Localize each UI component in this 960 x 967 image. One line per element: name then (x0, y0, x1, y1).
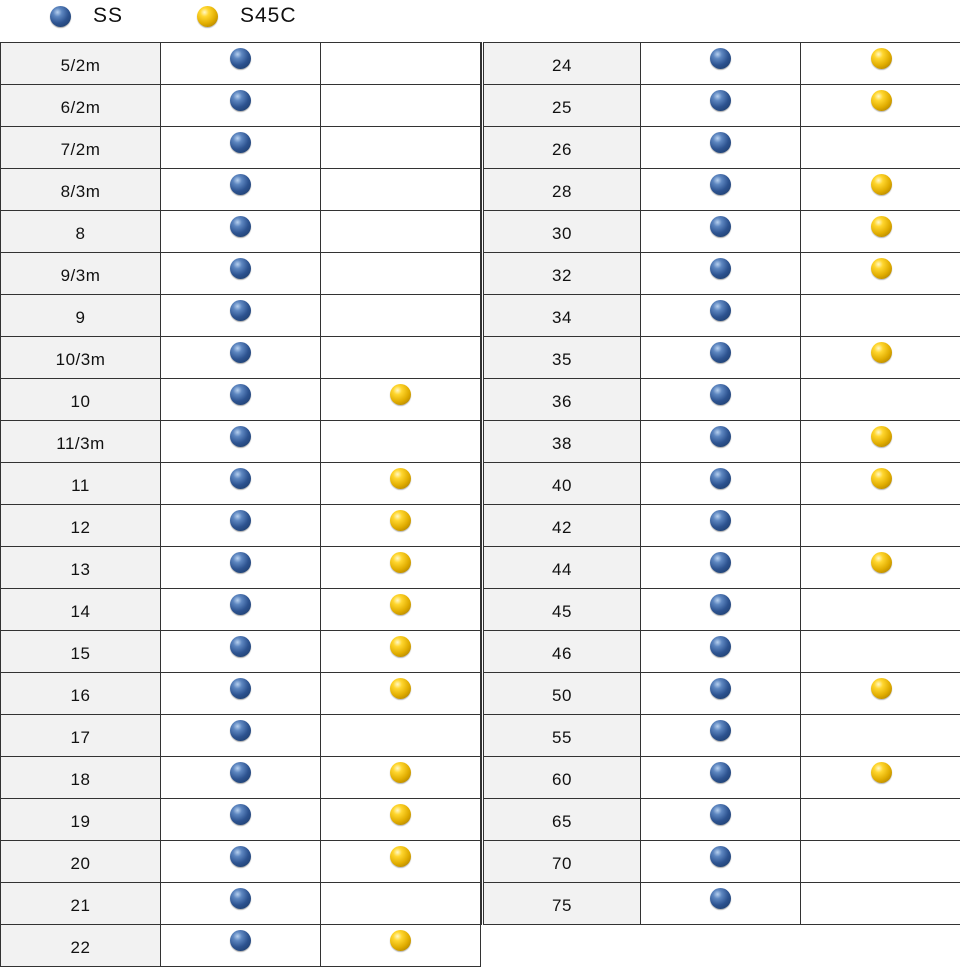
ss-ball-icon (710, 174, 731, 195)
s45c-ball-icon (871, 258, 892, 279)
ss-ball-icon (50, 6, 71, 27)
size-cell: 13 (1, 547, 161, 589)
s45c-cell (321, 379, 481, 421)
ss-ball-icon (710, 384, 731, 405)
ss-ball-icon (230, 342, 251, 363)
ss-cell (641, 841, 801, 883)
s45c-cell (321, 169, 481, 211)
s45c-cell (321, 841, 481, 883)
availability-table-right (481, 42, 960, 925)
size-cell: 28 (483, 169, 641, 211)
table-row (483, 799, 960, 841)
ss-cell (161, 799, 321, 841)
s45c-cell (801, 253, 960, 295)
s45c-ball-icon (390, 930, 411, 951)
ss-ball-icon (230, 468, 251, 489)
size-cell: 24 (483, 43, 641, 85)
ss-ball-icon (230, 846, 251, 867)
ss-cell (161, 421, 321, 463)
table-row (1, 799, 481, 841)
ss-ball-icon (710, 720, 731, 741)
table-row (1, 85, 481, 127)
table-row (483, 841, 960, 883)
size-cell: 9 (1, 295, 161, 337)
ss-cell (161, 295, 321, 337)
ss-ball-icon (230, 594, 251, 615)
size-cell: 70 (483, 841, 641, 883)
table-row (483, 253, 960, 295)
s45c-cell (321, 463, 481, 505)
s45c-ball-icon (871, 342, 892, 363)
s45c-cell (801, 841, 960, 883)
ss-ball-icon (710, 300, 731, 321)
ss-ball-icon (230, 90, 251, 111)
s45c-ball-icon (871, 90, 892, 111)
ss-ball-icon (230, 804, 251, 825)
s45c-ball-icon (871, 552, 892, 573)
table-row (1, 631, 481, 673)
ss-cell (161, 715, 321, 757)
table-row (1, 673, 481, 715)
size-cell: 65 (483, 799, 641, 841)
table-row (1, 757, 481, 799)
size-cell: 26 (483, 127, 641, 169)
ss-cell (161, 547, 321, 589)
size-cell: 36 (483, 379, 641, 421)
s45c-cell (321, 85, 481, 127)
s45c-cell (801, 757, 960, 799)
ss-cell (641, 883, 801, 925)
size-cell: 60 (483, 757, 641, 799)
s45c-cell (801, 463, 960, 505)
ss-cell (641, 463, 801, 505)
ss-cell (161, 253, 321, 295)
size-cell: 20 (1, 841, 161, 883)
table-row (1, 463, 481, 505)
s45c-cell (801, 379, 960, 421)
s45c-cell (321, 589, 481, 631)
size-cell: 22 (1, 925, 161, 967)
ss-ball-icon (710, 888, 731, 909)
s45c-ball-icon (871, 216, 892, 237)
s45c-cell (801, 673, 960, 715)
ss-ball-icon (710, 552, 731, 573)
s45c-ball-icon (871, 678, 892, 699)
ss-cell (161, 463, 321, 505)
s45c-cell (321, 547, 481, 589)
ss-ball-icon (710, 510, 731, 531)
table-row (1, 337, 481, 379)
ss-cell (161, 631, 321, 673)
ss-ball-icon (230, 510, 251, 531)
table-row (483, 589, 960, 631)
table-row (1, 211, 481, 253)
s45c-ball-icon (871, 762, 892, 783)
ss-ball-icon (230, 930, 251, 951)
table-row (1, 547, 481, 589)
ss-cell (161, 757, 321, 799)
ss-ball-icon (230, 300, 251, 321)
table-row (483, 883, 960, 925)
ss-cell (641, 211, 801, 253)
s45c-ball-icon (871, 468, 892, 489)
table-row (1, 295, 481, 337)
ss-cell (161, 85, 321, 127)
ss-cell (161, 589, 321, 631)
s45c-ball-icon (871, 174, 892, 195)
ss-cell (641, 547, 801, 589)
s45c-cell (321, 43, 481, 85)
ss-ball-icon (230, 720, 251, 741)
table-row (483, 715, 960, 757)
s45c-ball-icon (871, 48, 892, 69)
ss-cell (641, 85, 801, 127)
s45c-cell (321, 799, 481, 841)
ss-cell (641, 631, 801, 673)
ss-ball-icon (230, 258, 251, 279)
ss-ball-icon (710, 342, 731, 363)
table-row (1, 715, 481, 757)
size-cell: 45 (483, 589, 641, 631)
ss-ball-icon (710, 90, 731, 111)
table-row (1, 379, 481, 421)
table-row (1, 127, 481, 169)
s45c-ball-icon (390, 468, 411, 489)
size-cell: 6/2m (1, 85, 161, 127)
ss-cell (641, 673, 801, 715)
legend-item-ss (50, 2, 123, 30)
table-row (483, 379, 960, 421)
s45c-cell (801, 337, 960, 379)
s45c-cell (801, 295, 960, 337)
ss-cell (161, 379, 321, 421)
ss-cell (641, 295, 801, 337)
size-cell: 14 (1, 589, 161, 631)
size-cell: 12 (1, 505, 161, 547)
ss-cell (641, 799, 801, 841)
size-cell: 7/2m (1, 127, 161, 169)
size-cell: 75 (483, 883, 641, 925)
ss-cell (161, 841, 321, 883)
legend-label-ss: SS (93, 2, 123, 30)
table-row (483, 211, 960, 253)
table-row (1, 925, 481, 967)
size-cell: 44 (483, 547, 641, 589)
size-cell: 34 (483, 295, 641, 337)
s45c-ball-icon (390, 384, 411, 405)
size-cell: 10/3m (1, 337, 161, 379)
ss-cell (641, 127, 801, 169)
size-cell: 50 (483, 673, 641, 715)
table-row (483, 547, 960, 589)
size-cell: 42 (483, 505, 641, 547)
ss-ball-icon (710, 132, 731, 153)
table-row (483, 295, 960, 337)
ss-cell (641, 421, 801, 463)
s45c-cell (321, 715, 481, 757)
s45c-cell (801, 43, 960, 85)
s45c-cell (801, 421, 960, 463)
s45c-cell (801, 799, 960, 841)
ss-cell (161, 43, 321, 85)
ss-ball-icon (710, 48, 731, 69)
table-row (1, 505, 481, 547)
table-row (1, 253, 481, 295)
s45c-cell (801, 715, 960, 757)
size-cell: 11/3m (1, 421, 161, 463)
ss-cell (641, 169, 801, 211)
ss-ball-icon (710, 762, 731, 783)
table-row (483, 631, 960, 673)
ss-ball-icon (230, 636, 251, 657)
size-cell: 19 (1, 799, 161, 841)
table-row (1, 169, 481, 211)
s45c-cell (801, 127, 960, 169)
size-cell: 16 (1, 673, 161, 715)
ss-ball-icon (710, 678, 731, 699)
table-row (483, 673, 960, 715)
table-row (1, 883, 481, 925)
s45c-cell (321, 253, 481, 295)
s45c-ball-icon (390, 846, 411, 867)
size-cell: 40 (483, 463, 641, 505)
table-row (1, 589, 481, 631)
s45c-ball-icon (197, 6, 218, 27)
table-row (1, 421, 481, 463)
size-cell: 18 (1, 757, 161, 799)
ss-ball-icon (710, 636, 731, 657)
size-cell: 32 (483, 253, 641, 295)
table-row (483, 43, 960, 85)
size-cell: 8/3m (1, 169, 161, 211)
size-cell: 46 (483, 631, 641, 673)
ss-cell (641, 253, 801, 295)
s45c-cell (801, 505, 960, 547)
s45c-ball-icon (871, 426, 892, 447)
ss-cell (161, 505, 321, 547)
ss-cell (641, 589, 801, 631)
s45c-cell (801, 589, 960, 631)
size-cell: 21 (1, 883, 161, 925)
table-row (483, 505, 960, 547)
s45c-cell (801, 547, 960, 589)
size-cell: 17 (1, 715, 161, 757)
availability-table-left (0, 42, 481, 967)
ss-ball-icon (710, 258, 731, 279)
s45c-ball-icon (390, 594, 411, 615)
ss-ball-icon (230, 216, 251, 237)
s45c-cell (321, 211, 481, 253)
ss-ball-icon (230, 426, 251, 447)
s45c-ball-icon (390, 510, 411, 531)
ss-cell (161, 127, 321, 169)
s45c-cell (321, 421, 481, 463)
ss-cell (641, 757, 801, 799)
s45c-cell (321, 883, 481, 925)
ss-cell (161, 169, 321, 211)
ss-cell (641, 715, 801, 757)
ss-ball-icon (230, 174, 251, 195)
table-row (483, 127, 960, 169)
s45c-cell (321, 337, 481, 379)
size-cell: 25 (483, 85, 641, 127)
size-cell: 55 (483, 715, 641, 757)
s45c-cell (321, 295, 481, 337)
ss-ball-icon (710, 846, 731, 867)
s45c-cell (801, 211, 960, 253)
ss-cell (641, 43, 801, 85)
table-row (483, 337, 960, 379)
ss-ball-icon (230, 888, 251, 909)
ss-cell (641, 379, 801, 421)
ss-cell (161, 673, 321, 715)
ss-cell (641, 505, 801, 547)
legend-label-s45c: S45C (240, 2, 297, 30)
s45c-cell (801, 883, 960, 925)
s45c-ball-icon (390, 636, 411, 657)
ss-cell (161, 211, 321, 253)
size-cell: 15 (1, 631, 161, 673)
s45c-cell (801, 169, 960, 211)
table-row (483, 85, 960, 127)
ss-ball-icon (230, 552, 251, 573)
ss-cell (161, 925, 321, 967)
size-cell: 8 (1, 211, 161, 253)
size-cell: 9/3m (1, 253, 161, 295)
size-cell: 10 (1, 379, 161, 421)
ss-ball-icon (230, 678, 251, 699)
table-row (1, 841, 481, 883)
table-row (483, 757, 960, 799)
s45c-cell (321, 673, 481, 715)
s45c-cell (321, 631, 481, 673)
size-cell: 35 (483, 337, 641, 379)
ss-ball-icon (710, 426, 731, 447)
s45c-cell (321, 925, 481, 967)
s45c-cell (801, 631, 960, 673)
s45c-ball-icon (390, 762, 411, 783)
s45c-ball-icon (390, 804, 411, 825)
size-cell: 11 (1, 463, 161, 505)
ss-ball-icon (230, 762, 251, 783)
s45c-ball-icon (390, 678, 411, 699)
ss-ball-icon (710, 468, 731, 489)
s45c-cell (321, 127, 481, 169)
s45c-cell (321, 757, 481, 799)
s45c-cell (321, 505, 481, 547)
legend-item-s45c (197, 2, 297, 30)
ss-ball-icon (710, 216, 731, 237)
size-cell: 30 (483, 211, 641, 253)
table-row (1, 43, 481, 85)
ss-ball-icon (230, 384, 251, 405)
ss-ball-icon (710, 594, 731, 615)
ss-ball-icon (230, 48, 251, 69)
ss-cell (161, 337, 321, 379)
ss-cell (161, 883, 321, 925)
legend (0, 0, 960, 36)
s45c-ball-icon (390, 552, 411, 573)
size-cell: 38 (483, 421, 641, 463)
s45c-cell (801, 85, 960, 127)
size-cell: 5/2m (1, 43, 161, 85)
table-row (483, 463, 960, 505)
ss-ball-icon (230, 132, 251, 153)
ss-cell (641, 337, 801, 379)
ss-ball-icon (710, 804, 731, 825)
table-row (483, 421, 960, 463)
table-row (483, 169, 960, 211)
